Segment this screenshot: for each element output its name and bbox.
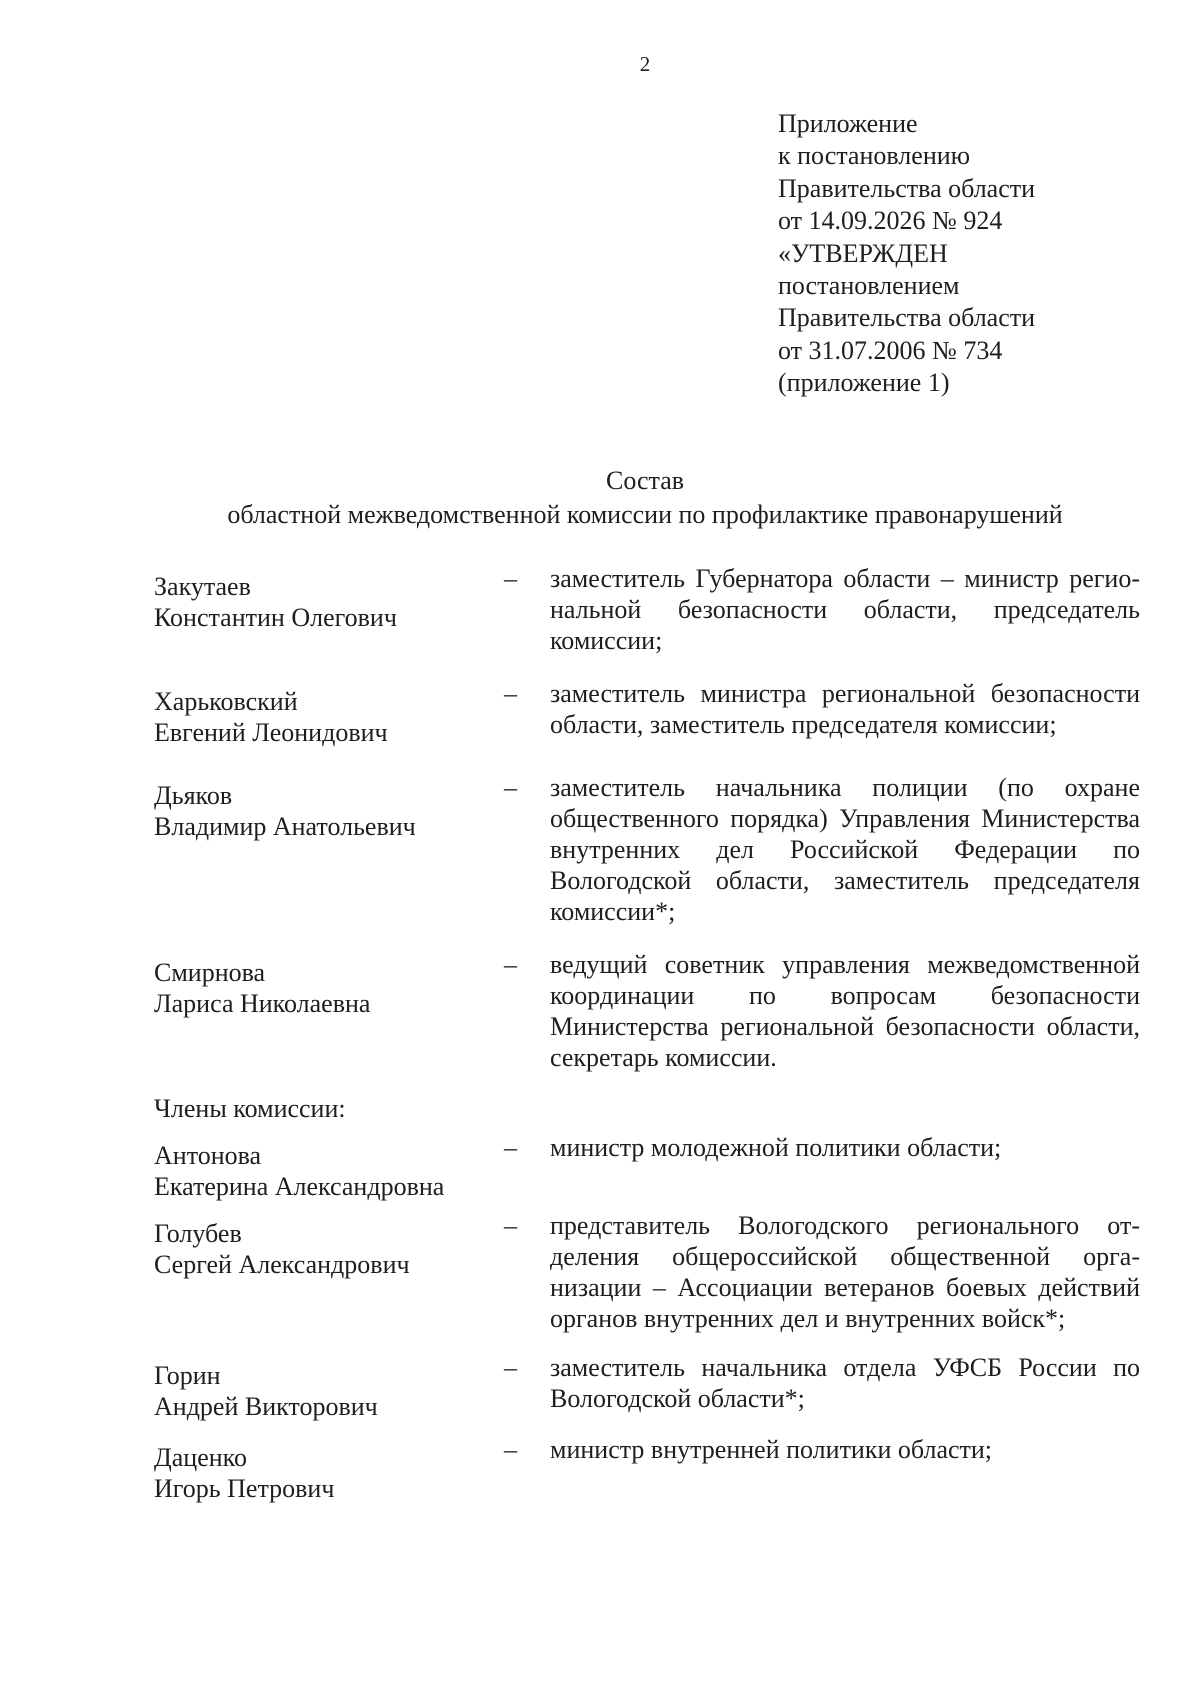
person-surname: Закутаев xyxy=(154,572,251,601)
dash-separator: – xyxy=(504,1133,517,1162)
commission-roster xyxy=(154,563,1144,1504)
roster-row-member xyxy=(154,1132,1144,1202)
person-surname: Даценко xyxy=(154,1443,247,1472)
roster-row-deputy-chairman xyxy=(154,678,1144,748)
person-surname: Горин xyxy=(154,1361,221,1390)
person-surname: Дьяков xyxy=(154,781,233,810)
person-name xyxy=(154,949,504,1073)
annex-line: Приложение xyxy=(778,109,918,138)
title-line-1: Состав xyxy=(605,466,685,495)
roster-row-member xyxy=(154,1352,1144,1422)
person-surname: Антонова xyxy=(154,1141,262,1170)
dash-separator: – xyxy=(504,773,517,802)
title-line-2: областной межведомственной комиссии по профилактике правонарушений xyxy=(227,500,1063,529)
person-name xyxy=(154,772,504,927)
annex-line: к постановлению xyxy=(778,141,971,171)
person-name xyxy=(154,1352,504,1422)
annex-line: Правительства области xyxy=(778,173,1036,203)
person-given-name: Евгений Леонидович xyxy=(154,718,388,747)
page-number: 2 xyxy=(639,52,651,76)
person-role: заместитель Губернатора области – министр региональной безопасности области, председатель комиссии; xyxy=(550,564,1140,655)
person-given-name: Екатерина Александровна xyxy=(154,1172,445,1201)
dash-separator: – xyxy=(504,564,517,593)
roster-row-deputy-chairman-2 xyxy=(154,772,1144,927)
annex-line: от 14.09.2026 № 924 xyxy=(778,206,1003,236)
person-given-name: Сергей Александрович xyxy=(154,1250,410,1279)
person-given-name: Андрей Викторович xyxy=(154,1392,378,1421)
person-given-name: Игорь Петрович xyxy=(154,1474,335,1503)
person-name xyxy=(154,678,504,748)
person-given-name: Владимир Анатольевич xyxy=(154,812,416,841)
members-section-label: Члены комиссии: xyxy=(154,1094,346,1123)
person-surname: Голубев xyxy=(154,1219,242,1248)
person-surname: Харьковский xyxy=(154,687,298,716)
annex-line: «УТВЕРЖДЕН xyxy=(778,238,948,268)
person-role: ведущий советник управления межведомственной координации по вопросам безопасности Министерства региональной безопасности области, секретарь комиссии. xyxy=(550,950,1140,1072)
dash-separator: – xyxy=(504,679,517,708)
person-given-name: Константин Олегович xyxy=(154,603,397,632)
person-role: министр молодежной политики области; xyxy=(550,1133,1002,1162)
dash-separator: – xyxy=(504,1353,517,1382)
annex-line: постановлением xyxy=(778,271,960,301)
annex-line: (приложение 1) xyxy=(778,368,950,398)
person-role: министр внутренней политики области; xyxy=(550,1435,993,1464)
person-role: заместитель начальника отдела УФСБ России по Вологодской области*; xyxy=(550,1353,1140,1413)
dash-separator: – xyxy=(504,1435,517,1464)
roster-row-member xyxy=(154,1434,1144,1504)
person-surname: Смирнова xyxy=(154,958,266,987)
roster-row-chairman xyxy=(154,563,1144,656)
person-name xyxy=(154,563,504,656)
person-role: заместитель министра региональной безопасности области, заместитель председателя комиссии; xyxy=(550,679,1140,739)
person-role: заместитель начальника полиции (по охране общественного порядка) Управления Министерства внутренних дел Российской Федерации по Вологодской области, заместитель председателя комиссии*; xyxy=(550,773,1140,926)
person-name xyxy=(154,1434,504,1504)
annex-header xyxy=(778,108,1158,400)
dash-separator: – xyxy=(504,950,517,979)
person-name xyxy=(154,1210,504,1334)
person-name xyxy=(154,1132,504,1202)
roster-row-secretary xyxy=(154,949,1144,1073)
annex-line: от 31.07.2006 № 734 xyxy=(778,335,1003,365)
document-title xyxy=(0,464,1200,532)
annex-line: Правительства области xyxy=(778,303,1036,333)
person-role: представитель Вологодского регионального отделения общероссийской общественной организации – Ассоциации ветеранов боевых действий органов внутренних дел и внутренних войск*; xyxy=(550,1211,1140,1333)
dash-separator: – xyxy=(504,1211,517,1240)
person-given-name: Лариса Николаевна xyxy=(154,989,371,1018)
roster-row-member xyxy=(154,1210,1144,1334)
